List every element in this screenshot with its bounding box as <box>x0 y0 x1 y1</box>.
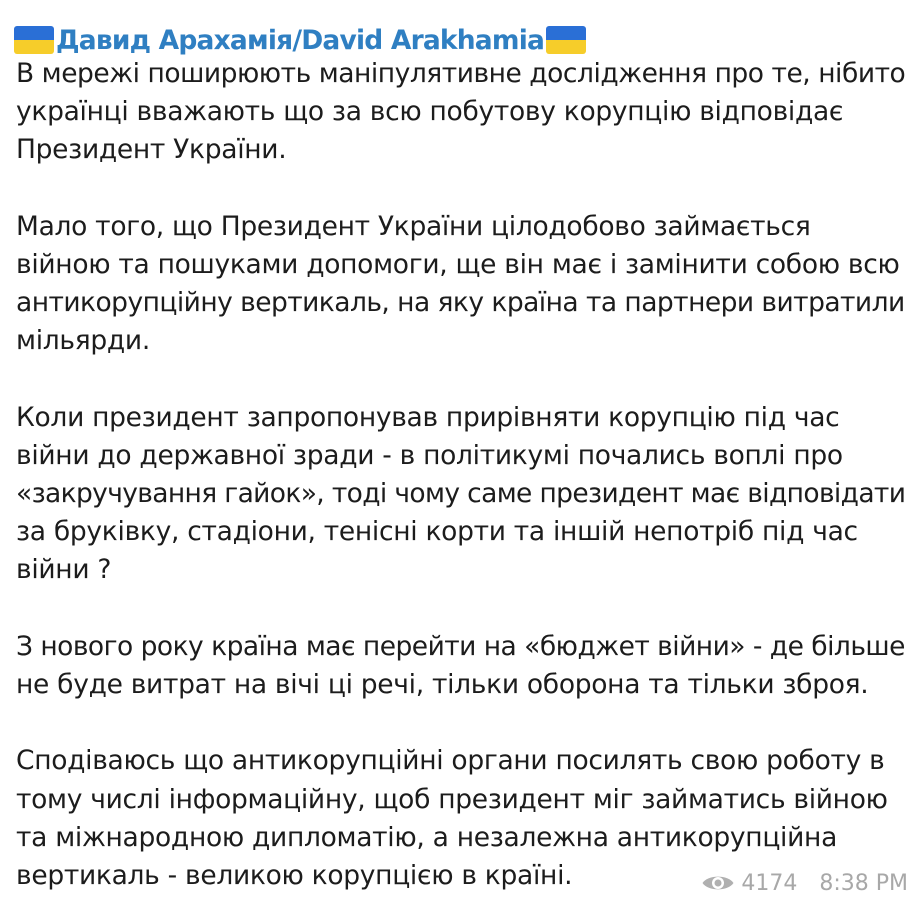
timestamp: 8:38 PM <box>819 870 908 896</box>
paragraph-gap <box>16 704 906 742</box>
paragraph-gap <box>16 590 906 628</box>
text-line: війни ? <box>16 554 112 586</box>
text-line: війни до державної зради - в політикумі почались воплі про <box>16 439 843 471</box>
text-line: В мережі поширюють маніпулятивне дослідження про те, нібито <box>16 58 906 89</box>
view-count: 4174 <box>741 870 798 896</box>
text-line: «закручування гайок», тоді чому саме президент має відповідати <box>16 478 906 510</box>
text-line: Президент України. <box>16 134 287 166</box>
text-line: українці вважають що за всю побутову корупцію відповідає <box>16 96 844 128</box>
text-line: не буде витрат на вічі ці речі, тільки оборона та тільки зброя. <box>16 669 869 700</box>
text-line: війною та пошуками допомоги, ще він має і замінити собою всю <box>16 248 900 280</box>
text-line: Коли президент запропонував прирівняти корупцію під час <box>16 401 840 433</box>
text-line: Мало того, що Президент України цілодобово займається <box>16 210 811 242</box>
message-text <box>16 55 906 895</box>
ukraine-flag-icon <box>14 26 54 54</box>
text-line: за бруківку, стадіони, тенісні корти та іншій непотріб під час <box>16 516 858 548</box>
text-line: Сподіваюсь що антикорупційні органи посилять свою роботу в <box>16 745 885 777</box>
text-line: вертикаль - великою корупцією в країні. <box>16 859 573 891</box>
eye-icon <box>701 872 735 894</box>
paragraph-gap <box>16 361 906 399</box>
text-line: З нового року країна має перейти на «бюджет війни» - де більше <box>16 630 905 662</box>
text-line: антикорупційну вертикаль, на яку країна та партнери витратили <box>16 287 905 319</box>
ukraine-flag-icon <box>546 26 586 54</box>
text-line: мільярди. <box>16 325 150 357</box>
author-name[interactable]: Давид Арахамія/David Arakhamia <box>56 24 545 56</box>
author-header[interactable] <box>14 20 586 60</box>
paragraph-gap <box>16 170 906 208</box>
text-line: тому числі інформаційну, щоб президент міг займатись війною <box>16 783 888 815</box>
message-meta <box>701 866 908 900</box>
text-line: та міжнародною дипломатію, а незалежна антикорупційна <box>16 821 838 853</box>
